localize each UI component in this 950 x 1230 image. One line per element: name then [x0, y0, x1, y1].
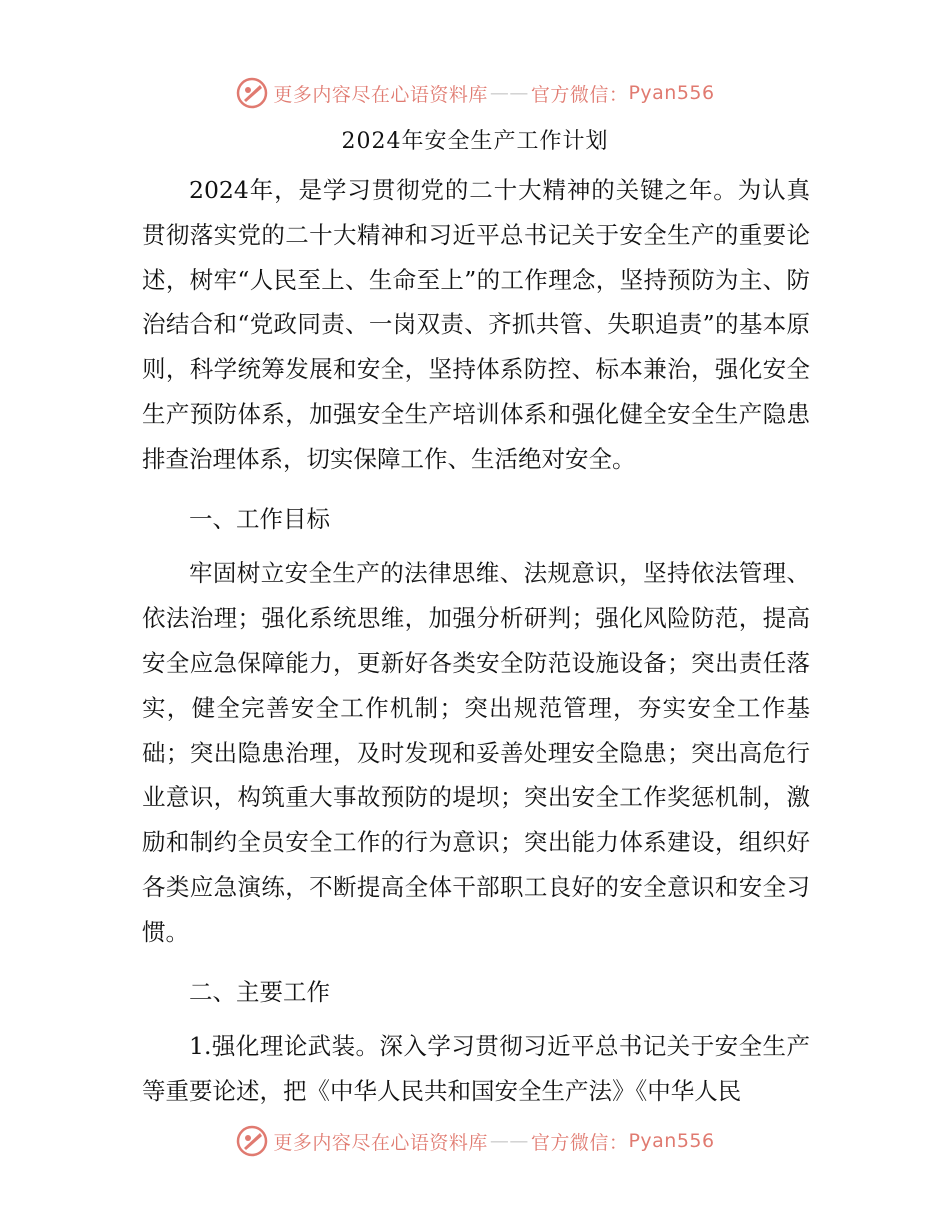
section-heading-main-work: 二、主要工作: [189, 977, 330, 1006]
document-body: [142, 168, 810, 1114]
watermark-dash: ——: [489, 82, 529, 104]
watermark-wechat-id: Pyan556: [628, 82, 715, 104]
watermark-wechat-id: Pyan556: [628, 1130, 715, 1152]
work-item-1: 1.强化理论武装。深入学习贯彻习近平总书记关于安全生产等重要论述，把《中华人民共和国安全生产法》《中华人民: [142, 1032, 810, 1106]
watermark-logo-icon: [235, 76, 269, 110]
section-heading-goals: 一、工作目标: [189, 504, 330, 533]
watermark-text: 更多内容尽在心语资料库: [273, 83, 488, 106]
watermark-logo-icon: [235, 1124, 269, 1158]
intro-paragraph: 2024年，是学习贯彻党的二十大精神的关键之年。为认真贯彻落实党的二十大精神和习近平总书记关于安全生产的重要论述，树牢“人民至上、生命至上”的工作理念，坚持预防为主、防治结合和“党政同责、一岗双责、齐抓共管、失职追责”的基本原则，科学统筹发展和安全，坚持体系防控、标本兼治，强化安全生产预防体系，加强安全生产培训体系和强化健全安全生产隐患排查治理体系，切实保障工作、生活绝对安全。: [142, 176, 810, 473]
goals-paragraph: 牢固树立安全生产的法律思维、法规意识，坚持依法管理、依法治理；强化系统思维，加强分析研判；强化风险防范，提高安全应急保障能力，更新好各类安全防范设施设备；突出责任落实，健全完善安全工作机制；突出规范管理，夯实安全工作基础；突出隐患治理，及时发现和妥善处理安全隐患；突出高危行业意识，构筑重大事故预防的堤坝；突出安全工作奖惩机制，激励和制约全员安全工作的行为意识；突出能力体系建设，组织好各类应急演练，不断提高全体干部职工良好的安全意识和安全习惯。: [142, 559, 810, 946]
watermark-suffix: 官方微信：: [530, 1131, 629, 1154]
watermark-suffix: 官方微信：: [530, 83, 629, 106]
watermark-dash: ——: [489, 1130, 529, 1152]
document-title: 2024年安全生产工作计划: [341, 129, 609, 154]
watermark-header: [0, 76, 950, 110]
watermark-text: 更多内容尽在心语资料库: [273, 1131, 488, 1154]
watermark-footer: [0, 1124, 950, 1158]
